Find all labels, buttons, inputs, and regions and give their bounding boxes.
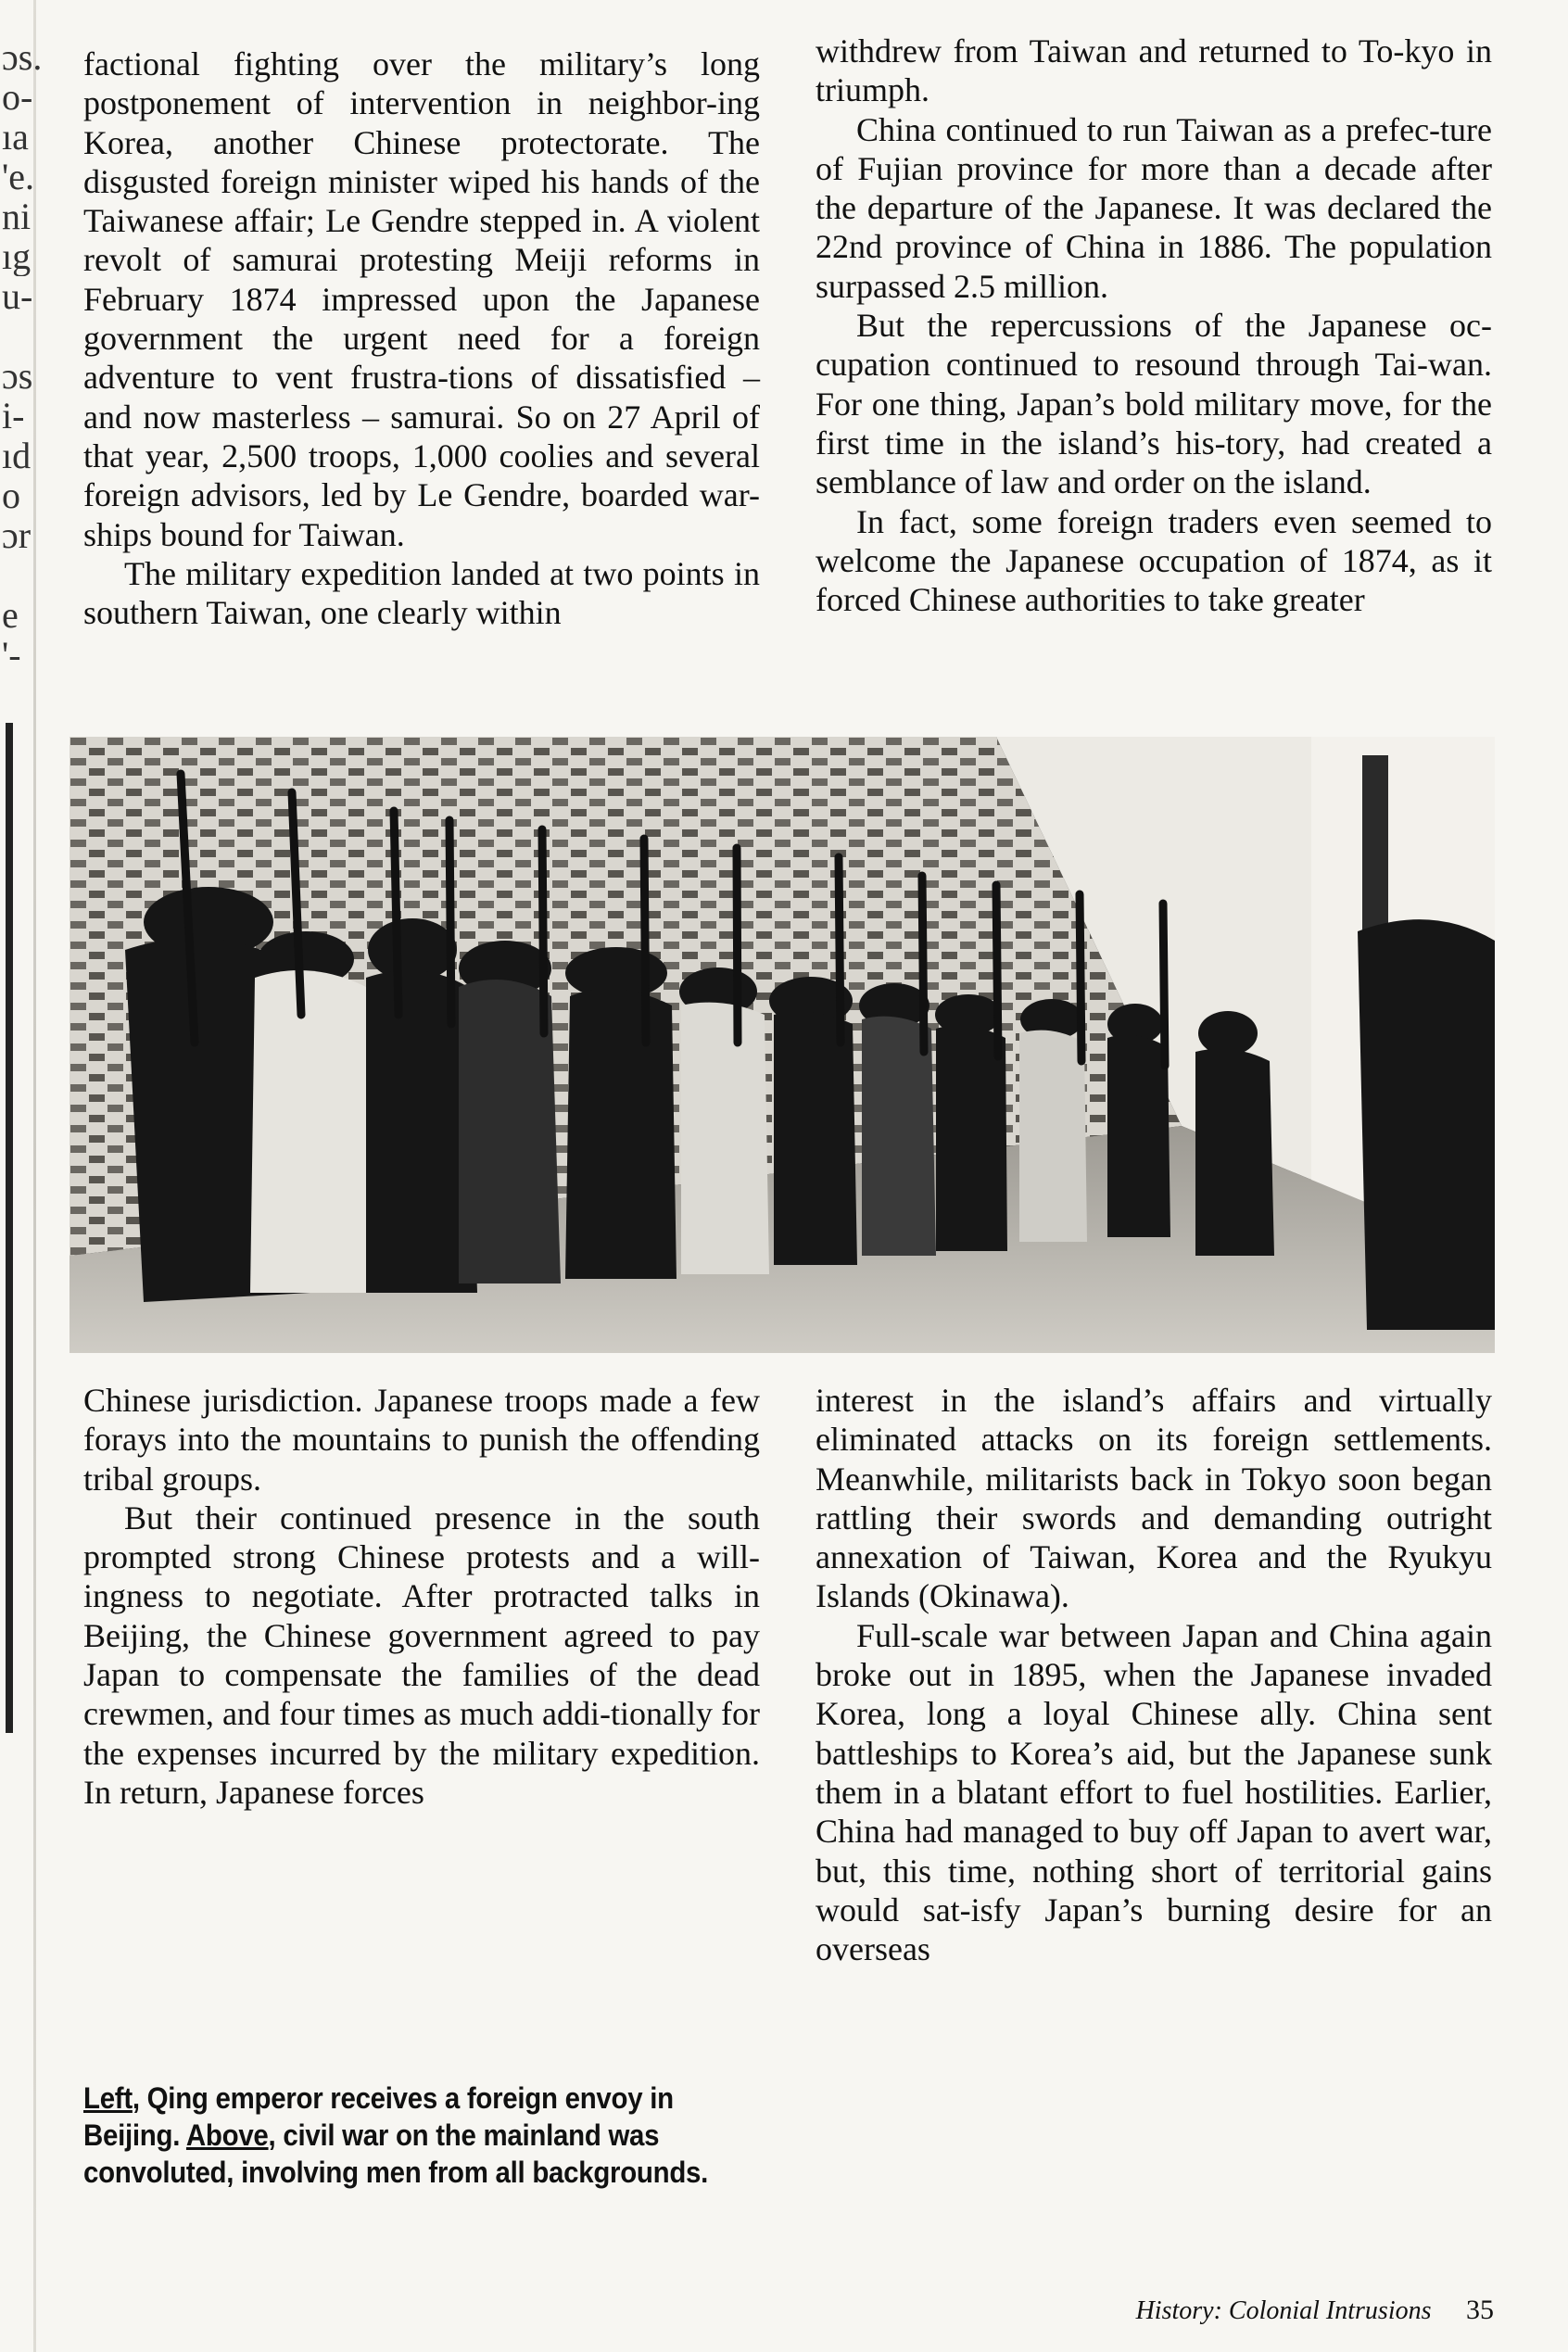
paragraph: withdrew from Taiwan and returned to To-kyo in triumph.	[816, 32, 1492, 109]
facing-page-fragment: ıg	[2, 236, 32, 276]
photo-soldiers-with-rifles	[70, 737, 1495, 1353]
running-head: History: Colonial Intrusions	[1135, 2296, 1432, 2325]
photo-caption	[83, 2080, 761, 2191]
paragraph: The military expedition landed at two points in southern Taiwan, one clearly within	[83, 554, 760, 632]
facing-page-fragments	[2, 37, 57, 675]
paragraph: factional fighting over the military’s long postponement of intervention in neighbor-ing Korea, another Chinese protectorate. The disgusted foreign minister wiped his hands of the Taiwanese affair; Le Gendre stepped in. A violent revolt of samurai protesting Meiji reforms in February 1874 impressed upon the Japanese government the urgent need for a foreign adventure to vent frustra-tions of dissatisfied – and now masterless – samurai. So on 27 April of that year, 2,500 troops, 1,000 coolies and several foreign advisors, led by Le Gendre, boarded war-ships bound for Taiwan.	[83, 45, 760, 553]
caption-above-text: , civil war on the mainland was convoluted, involving men from all backgrounds.	[83, 2118, 709, 2189]
facing-page-fragment: i-	[2, 396, 25, 436]
facing-page-fragment: ɔs	[2, 356, 33, 396]
caption-left-label: Left	[83, 2081, 133, 2115]
paragraph: interest in the island’s affairs and virtually eliminated attacks on its foreign settlements. Meanwhile, militarists back in Tokyo soon began rattling their swords and demanding outright annexation of Taiwan, Korea and the Ryukyu Islands (Okinawa).	[816, 1382, 1492, 1615]
facing-page-fragment: ni	[2, 196, 32, 236]
body-column-bottom-left	[83, 1381, 760, 1812]
facing-page-edge-bar	[6, 723, 13, 1733]
paragraph: But the repercussions of the Japanese oc-cupation continued to resound through Tai-wan. For one thing, Japan’s bold military move, for the first time in the island’s his-tory, had created a semblance of law and order on the island.	[816, 307, 1492, 501]
page-footer	[1136, 2294, 1494, 2328]
facing-page-fragment: o-	[2, 77, 33, 117]
facing-page-fragment: ɔr	[2, 515, 32, 555]
caption-left-text: , Qing emperor receives a foreign envoy in Beijing.	[83, 2081, 674, 2152]
body-column-top-right	[816, 32, 1492, 619]
paragraph: But their continued presence in the south prompted strong Chinese protests and a will-ingness to negotiate. After protracted talks in Beijing, the Chinese government agreed to pay Japan to compensate the families of the dead crewmen, and four times as much addi-tionally for the expenses incurred by the military expedition. In return, Japanese forces	[83, 1498, 760, 1811]
facing-page-fragment: '-	[2, 635, 21, 675]
facing-page-fragment: ıd	[2, 436, 32, 475]
facing-page-fragment: o	[2, 475, 20, 515]
body-column-top-left	[83, 44, 760, 632]
facing-page-fragment: u-	[2, 276, 33, 316]
caption-above-label: Above	[185, 2118, 269, 2152]
paragraph: China continued to run Taiwan as a prefec-ture of Fujian province for more than a decade after the departure of the Japanese. It was declared the 22nd province of China in 1886. The population surpassed 2.5 million.	[816, 110, 1492, 305]
facing-page-fragment: ıa	[2, 117, 29, 157]
page-number: 35	[1466, 2295, 1494, 2325]
facing-page-fragment: e	[2, 595, 19, 635]
body-column-bottom-right	[816, 1381, 1492, 1968]
paragraph: Full-scale war between Japan and China again broke out in 1895, when the Japanese invaded Korea, long a loyal Chinese ally. China sent battleships to Korea’s aid, but the Japanese sunk them in a blatant effort to fuel hostilities. Earlier, China had managed to buy off Japan to avert war, but, this time, nothing short of territorial gains would sat-isfy Japan’s burning desire for an overseas	[816, 1616, 1492, 1968]
paragraph: In fact, some foreign traders even seemed to welcome the Japanese occupation of 1874, as it forced Chinese authorities to take greater	[816, 502, 1492, 619]
facing-page-fragment	[2, 316, 57, 356]
facing-page-fragment	[2, 555, 57, 595]
paragraph: Chinese jurisdiction. Japanese troops made a few forays into the mountains to punish the offending tribal groups.	[83, 1382, 760, 1498]
facing-page-fragment: 'e.	[2, 157, 34, 196]
facing-page-fragment: ɔs.	[2, 37, 43, 77]
